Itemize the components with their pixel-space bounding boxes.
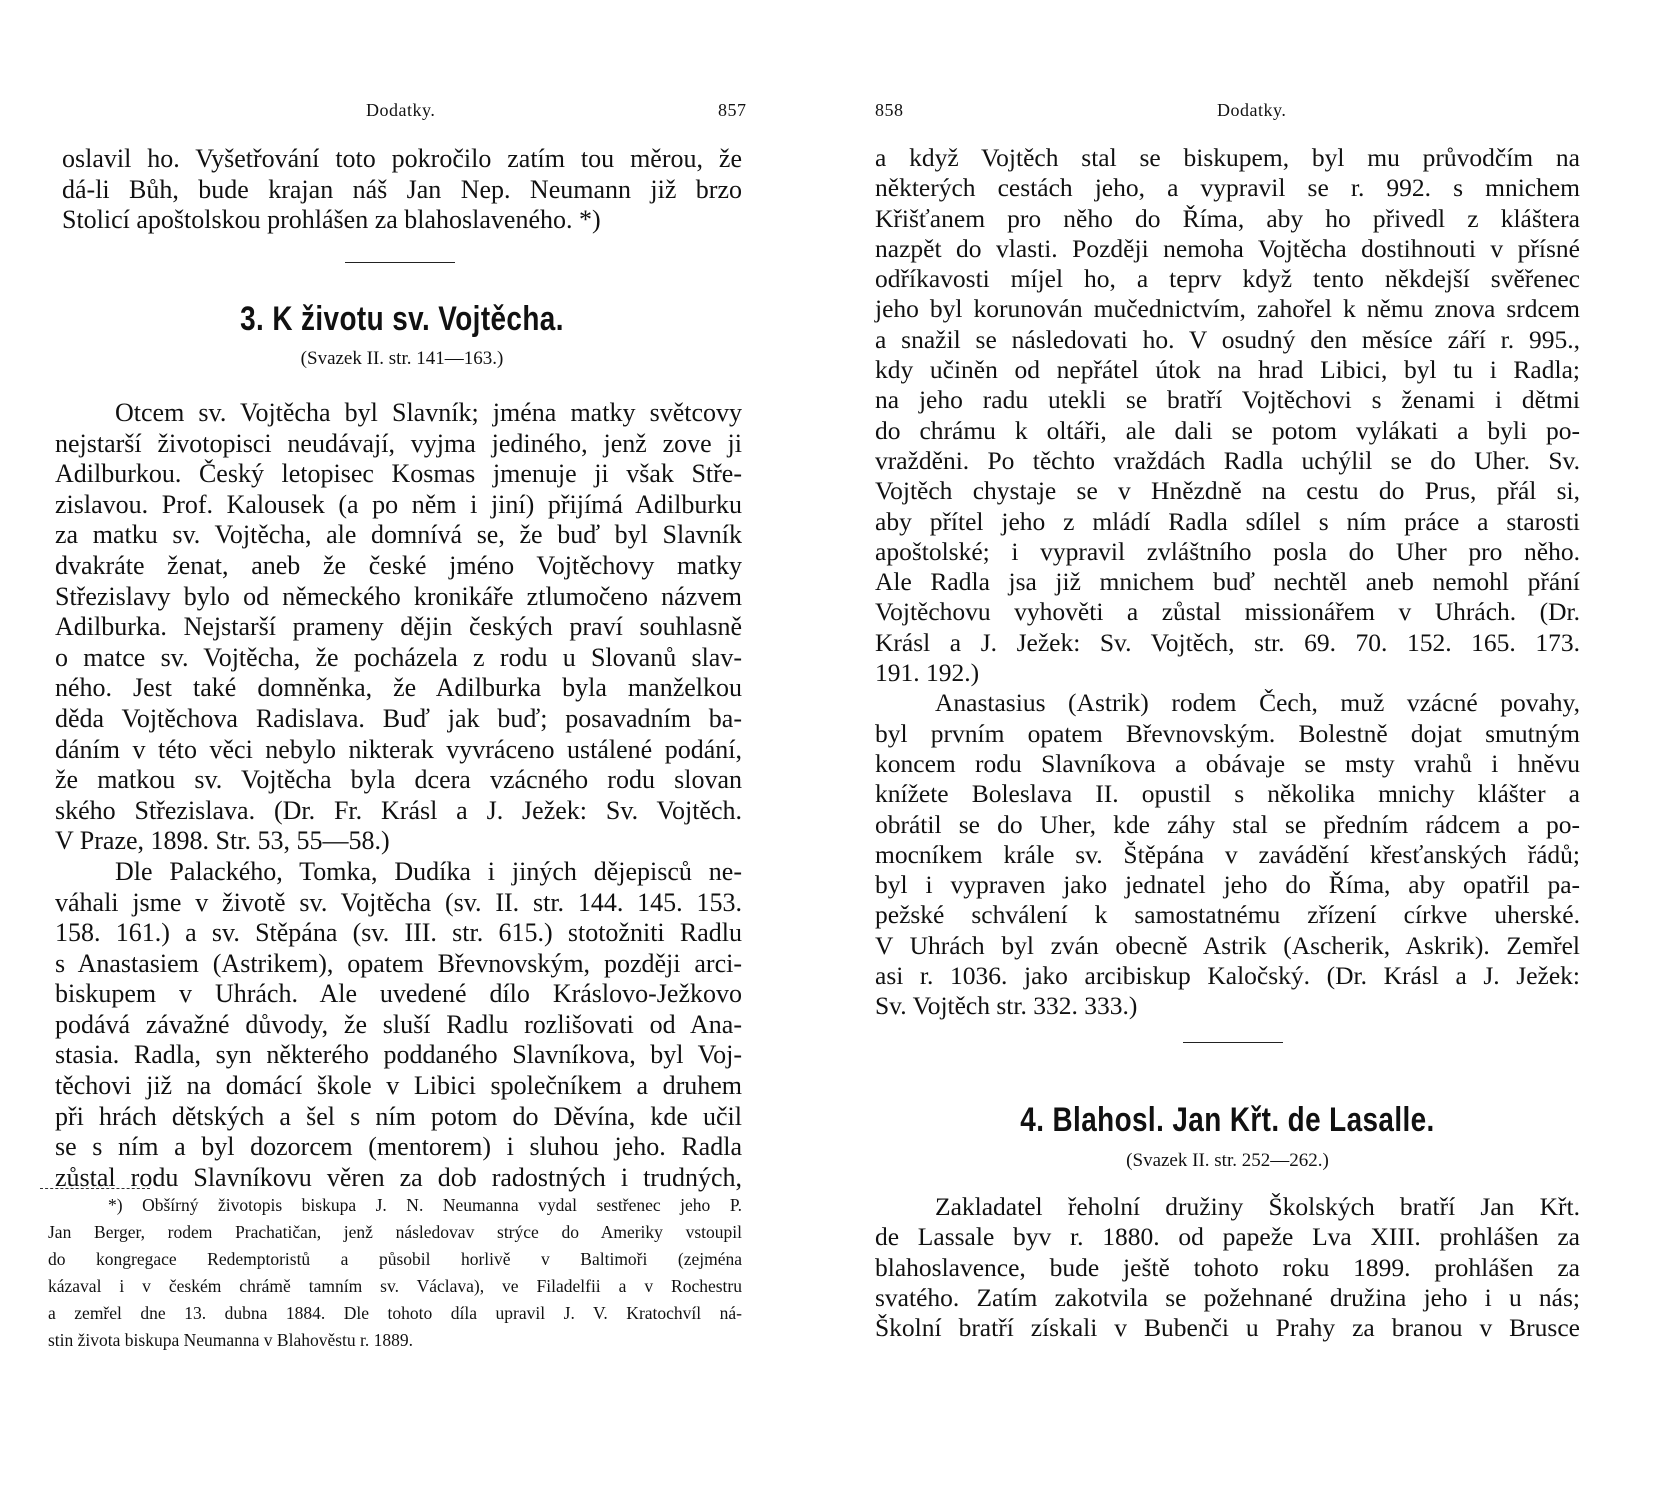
text-line: do chrámu k oltáři, ale dali se potom vylákati a byli po- bbox=[875, 415, 1580, 445]
footnote-line: Jan Berger, rodem Prachatičan, jenž následovav strýce do Ameriky vstoupil bbox=[48, 1222, 742, 1242]
text-line: podává závažné důvody, že sluší Radlu rozlišovati od Ana- bbox=[55, 1009, 742, 1039]
text-line: mocníkem krále sv. Štěpána v zavádění křesťanských řádů; bbox=[875, 839, 1580, 869]
text-line: a snažil se následovati ho. V osudný den měsíce září r. 995., bbox=[875, 324, 1580, 354]
text-line: ského Střezislava. (Dr. Fr. Krásl a J. Ježek: Sv. Vojtěch. bbox=[55, 795, 742, 825]
section-4-text bbox=[875, 1192, 1580, 1343]
right-body-text bbox=[875, 143, 1580, 1022]
footnote-line: do kongregace Redemptoristů a působil horlivě v Baltimoři (zejména bbox=[48, 1249, 742, 1269]
text-line: Otcem sv. Vojtěcha byl Slavník; jména matky světcovy bbox=[115, 398, 742, 427]
text-line: odříkavosti míjel ho, a teprv když tento někdejší svěřenec bbox=[875, 264, 1580, 294]
section-divider bbox=[345, 262, 455, 263]
text-line: de Lassale byv r. 1880. od papeže Lva XIII. prohlášen za bbox=[875, 1222, 1580, 1252]
text-line: blahoslavence, bude ještě tohoto roku 1899. prohlášen za bbox=[875, 1252, 1580, 1282]
text-line: Ale Radla jsa již mnichem buď nechtěl aneb nemohl přání bbox=[875, 567, 1580, 597]
text-line: Křišťanem pro něho do Říma, aby ho přivedl z kláštera bbox=[875, 203, 1580, 233]
left-running-title: Dodatky. bbox=[366, 100, 436, 120]
text-line: Stolicí apoštolskou prohlášen za blahoslaveného. *) bbox=[62, 205, 601, 235]
text-line: Adilburkou. Český letopisec Kosmas jmenuje ji však Stře- bbox=[55, 459, 742, 489]
left-body-text bbox=[55, 398, 742, 1193]
text-line: obrátil se do Uher, kde záhy stal se předním rádcem a po- bbox=[875, 809, 1580, 839]
text-line: s Anastasiem (Astrikem), opatem Břevnovským, později arci- bbox=[55, 948, 742, 978]
text-line: Vojtěch chystaje se v Hnězdně na cestu do Prus, přál si, bbox=[875, 476, 1580, 506]
text-line: Střezislavy bylo od německého kronikáře ztlumočeno názvem bbox=[55, 581, 742, 611]
text-line: na jeho radu utekli se bratří Vojtěchovi s ženami i dětmi bbox=[875, 385, 1580, 415]
text-line: při hrách dětských a šel s ním potom do Děvína, kde učil bbox=[55, 1101, 742, 1131]
text-line: Krásl a J. Ježek: Sv. Vojtěch, str. 69. 70. 152. 165. 173. bbox=[875, 627, 1580, 657]
text-line: Dle Palackého, Tomka, Dudíka i jiných dějepisců ne- bbox=[115, 856, 742, 886]
text-line: zůstal rodu Slavníkovu věren za dob radostných i trudných, bbox=[55, 1162, 742, 1192]
text-line: aby přítel jeho z mládí Radla sdílel s ním práce a starosti bbox=[875, 506, 1580, 536]
section-divider bbox=[1183, 1042, 1283, 1043]
section-3-title: 3. K životu sv. Vojtěcha. bbox=[240, 300, 564, 338]
text-line: Zakladatel řeholní družiny Školských bratří Jan Křt. bbox=[935, 1192, 1580, 1221]
text-line: nejstarší životopisci neudávají, vyjma jediného, jenž zove ji bbox=[55, 428, 742, 458]
text-line: 158. 161.) a sv. Stěpána (sv. III. str. 615.) stotožniti Radlu bbox=[55, 918, 742, 948]
section-4-reference: (Svazek II. str. 252—262.) bbox=[1126, 1150, 1329, 1171]
footnote-divider bbox=[40, 1188, 150, 1189]
text-line: stasia. Radla, syn některého poddaného Slavníkova, byl Voj- bbox=[55, 1040, 742, 1070]
footnote-line: stin života biskupa Neumanna v Blahověstu r. 1889. bbox=[48, 1330, 414, 1350]
text-line: pežské schválení k samostatnému zřízení církve uherské. bbox=[875, 900, 1580, 930]
text-line: koncem rodu Slavníkova a obávaje se msty vrahů i hněvu bbox=[875, 748, 1580, 778]
text-line: zislavou. Prof. Kalousek (a po něm i jiní) přijímá Adilburku bbox=[55, 489, 742, 519]
text-line: Anastasius (Astrik) rodem Čech, muž vzácné povahy, bbox=[935, 688, 1580, 718]
text-line: Školní bratří získali v Bubenči u Prahy za branou v Brusce bbox=[875, 1313, 1580, 1343]
text-line: vražděni. Po těchto vraždách Radla uchýlil se do Uher. Sv. bbox=[875, 445, 1580, 475]
section-4-title: 4. Blahosl. Jan Křt. de Lasalle. bbox=[1020, 1101, 1435, 1139]
text-line: byl i vypraven jako jednatel jeho do Říma, aby opatřil pa- bbox=[875, 870, 1580, 900]
text-line: těchovi již na domácí škole v Libici společníkem a druhem bbox=[55, 1071, 742, 1101]
text-line: nazpět do vlasti. Později nemoha Vojtěcha dostihnouti v přísné bbox=[875, 233, 1580, 263]
text-line: Vojtěchovu vyhověti a zůstal missionářem v Uhrách. (Dr. bbox=[875, 597, 1580, 627]
text-line: Adilburka. Nejstarší prameny dějin českých praví souhlasně bbox=[55, 612, 742, 642]
text-line: asi r. 1036. jako arcibiskup Kaločský. (Dr. Krásl a J. Ježek: bbox=[875, 961, 1580, 991]
text-line: oslavil ho. Vyšetřování toto pokročilo zatím tou měrou, že bbox=[62, 144, 742, 173]
text-line: váhali jsme v životě sv. Vojtěcha (sv. II. str. 144. 145. 153. bbox=[55, 887, 742, 917]
text-line: děda Vojtěchova Radislava. Buď jak buď; posavadním ba- bbox=[55, 703, 742, 733]
footnote-line: kázaval i v českém chrámě tamním sv. Václava), ve Filadelfii a v Rochestru bbox=[48, 1276, 742, 1296]
footnote-line: a zemřel dne 13. dubna 1884. Dle tohoto díla upravil J. V. Kratochvíl ná- bbox=[48, 1303, 742, 1323]
text-line: dá-li Bůh, bude krajan náš Jan Nep. Neumann již brzo bbox=[62, 174, 742, 204]
left-page-number: 857 bbox=[718, 100, 747, 120]
text-line: ného. Jest také domněnka, že Adilburka byla manželkou bbox=[55, 673, 742, 703]
text-line: za matku sv. Vojtěcha, ale domnívá se, že buď byl Slavník bbox=[55, 520, 742, 550]
text-line: kdy učiněn od nepřátel útok na hrad Libici, byl tu i Radla; bbox=[875, 355, 1580, 385]
text-line: byl prvním opatem Břevnovským. Bolestně dojat smutným bbox=[875, 718, 1580, 748]
text-line: se s ním a byl dozorcem (mentorem) i sluhou jeho. Radla bbox=[55, 1132, 742, 1162]
right-running-title: Dodatky. bbox=[1217, 100, 1287, 120]
text-line: biskupem v Uhrách. Ale uvedené dílo Kráslovo-Ježkovo bbox=[55, 979, 742, 1009]
text-line: jeho byl korunován mučednictvím, zahořel k němu znova srdcem bbox=[875, 294, 1580, 324]
text-line: některých cestách jeho, a vypravil se r. 992. s mnichem bbox=[875, 173, 1580, 203]
text-line: svatého. Zatím zakotvila se požehnané družina jeho i u nás; bbox=[875, 1282, 1580, 1312]
text-line: 191. 192.) bbox=[875, 658, 980, 688]
text-line: V Uhrách byl zván obecně Astrik (Ascherik, Askrik). Zemřel bbox=[875, 930, 1580, 960]
right-page-number: 858 bbox=[875, 100, 904, 120]
text-line: o matce sv. Vojtěcha, že pocházela z rodu u Slovanů slav- bbox=[55, 642, 742, 672]
text-line: že matkou sv. Vojtěcha byla dcera vzácného rodu slovan bbox=[55, 765, 742, 795]
text-line: a když Vojtěch stal se biskupem, byl mu průvodčím na bbox=[875, 143, 1580, 172]
right-page bbox=[835, 0, 1670, 1500]
footnote bbox=[48, 1192, 742, 1354]
text-line: dvakráte ženat, aneb že české jméno Vojtěchovy matky bbox=[55, 550, 742, 580]
section-3-reference: (Svazek II. str. 141—163.) bbox=[300, 348, 504, 369]
footnote-line: *) Obšírný životopis biskupa J. N. Neumanna vydal sestřenec jeho P. bbox=[108, 1195, 742, 1215]
text-line: Sv. Vojtěch str. 332. 333.) bbox=[875, 991, 1138, 1021]
text-line: dáním v této věci nebylo nikterak vyvráceno ustálené podání, bbox=[55, 734, 742, 764]
text-line: knížete Boleslava II. opustil s několika mnichy klášter a bbox=[875, 779, 1580, 809]
text-line: V Praze, 1898. Str. 53, 55—58.) bbox=[55, 826, 390, 856]
text-line: apoštolské; i vypravil zvláštního posla do Uher pro něho. bbox=[875, 536, 1580, 566]
left-intro-paragraph bbox=[62, 144, 742, 236]
